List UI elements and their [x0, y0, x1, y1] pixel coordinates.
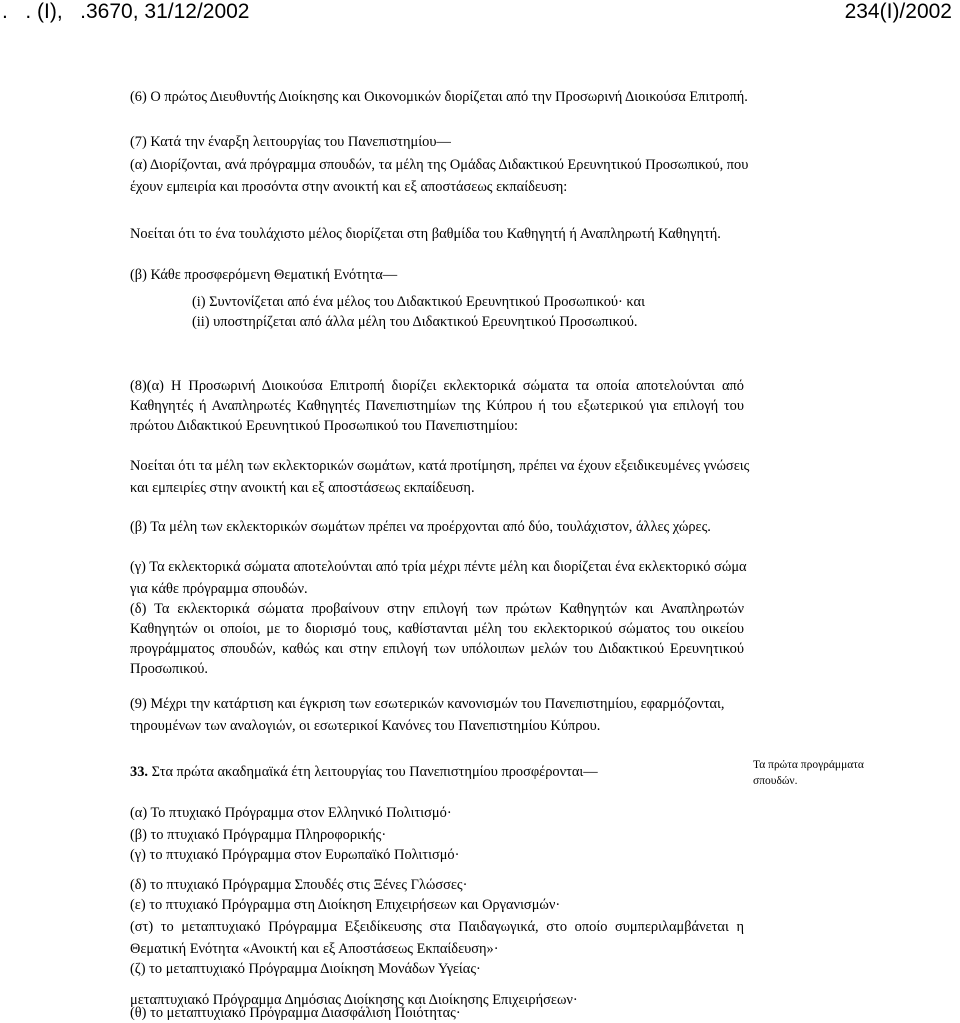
- paragraph-9-line-2: τηρουμένων των αναλογιών, οι εσωτερικοί Κανόνες του Πανεπιστημίου Κύπρου.: [130, 718, 601, 734]
- paragraph-8-proviso-line-2: και εμπειρίες στην ανοικτή και εξ αποστάσεως εκπαίδευση.: [130, 480, 475, 496]
- section-33-item-d: (δ) το πτυχιακό Πρόγραμμα Σπουδές στις Ξένες Γλώσσες·: [130, 877, 468, 893]
- paragraph-7b-item-i: (i) Συντονίζεται από ένα μέλος του Διδακτικού Ερευνητικού Προσωπικού· και: [192, 294, 645, 310]
- section-33-item-a: (α) Το πτυχιακό Πρόγραμμα στον Ελληνικό Πολιτισμό·: [130, 805, 452, 821]
- paragraph-7-proviso: Νοείται ότι το ένα τουλάχιστο μέλος διορίζεται στη βαθμίδα του Καθηγητή ή Αναπληρωτή Καθηγητή.: [130, 226, 721, 242]
- paragraph-8d-line-4: Προσωπικού.: [130, 661, 208, 677]
- section-33-item-c: (γ) το πτυχιακό Πρόγραμμα στον Ευρωπαϊκό Πολιτισμό·: [130, 847, 460, 863]
- paragraph-8a-line-1: (8)(α) Η Προσωρινή Διοικούσα Επιτροπή διορίζει εκλεκτορικά σώματα τα οποία αποτελούνται από: [130, 378, 744, 394]
- section-33-item-e: (ε) το πτυχιακό Πρόγραμμα στη Διοίκηση Επιχειρήσεων και Οργανισμών·: [130, 897, 561, 913]
- paragraph-8c-line-1: (γ) Τα εκλεκτορικά σώματα αποτελούνται από τρία μέχρι πέντε μέλη και διορίζεται ένα εκλεκτορικό σώμα: [130, 559, 747, 575]
- page-header: [0, 0, 960, 30]
- section-33-heading: [130, 763, 598, 781]
- paragraph-8d-line-3: προγράμματος σπουδών, καθώς και στην επιλογή των υπόλοιπων μελών του Διδακτικού Ερευνητικού: [130, 641, 744, 657]
- paragraph-7b-intro: (β) Κάθε προσφερόμενη Θεματική Ενότητα—: [130, 267, 398, 283]
- paragraph-7a-line-1: (α) Διορίζονται, ανά πρόγραμμα σπουδών, τα μέλη της Ομάδας Διδακτικού Ερευνητικού Προσωπικού, που: [130, 157, 749, 173]
- paragraph-8d-line-1: (δ) Τα εκλεκτορικά σώματα προβαίνουν στην επιλογή των πρώτων Καθηγητών και Αναπληρωτών: [130, 601, 744, 617]
- section-33-item-st-line-1: (στ) το μεταπτυχιακό Πρόγραμμα Εξειδίκευσης στα Παιδαγωγικά, στο οποίο συμπεριλαμβάνεται η: [130, 919, 744, 935]
- section-33-intro: Στα πρώτα ακαδημαϊκά έτη λειτουργίας του Πανεπιστημίου προσφέρονται—: [148, 764, 598, 780]
- paragraph-8a-line-3: πρώτου Διδακτικού Ερευνητικού Προσωπικού του Πανεπιστημίου:: [130, 418, 518, 434]
- paragraph-9-line-1: (9) Μέχρι την κατάρτιση και έγκριση των εσωτερικών κανονισμών του Πανεπιστημίου, εφαρμόζονται,: [130, 696, 725, 712]
- header-law-number: 234(Ι)/2002: [844, 0, 952, 23]
- paragraph-7b-item-ii: (ii) υποστηρίζεται από άλλα μέλη του Διδακτικού Ερευνητικού Προσωπικού.: [192, 314, 638, 330]
- section-33-item-z: (ζ) το μεταπτυχιακό Πρόγραμμα Διοίκηση Μονάδων Υγείας·: [130, 961, 481, 977]
- paragraph-8a-line-2: Καθηγητές ή Αναπληρωτές Καθηγητές Πανεπιστημίων της Κύπρου ή του εξωτερικού για επιλογή του: [130, 398, 744, 414]
- paragraph-7a-line-2: έχουν εμπειρία και προσόντα στην ανοικτή και εξ αποστάσεως εκπαίδευση:: [130, 179, 568, 195]
- paragraph-7-intro: (7) Κατά την έναρξη λειτουργίας του Πανεπιστημίου—: [130, 134, 451, 150]
- section-33-item-b: (β) το πτυχιακό Πρόγραμμα Πληροφορικής·: [130, 827, 387, 843]
- header-gazette-reference: . . (Ι), .3670, 31/12/2002: [2, 0, 250, 23]
- paragraph-8b: (β) Τα μέλη των εκλεκτορικών σωμάτων πρέπει να προέρχονται από δύο, τουλάχιστον, άλλες χώρες.: [130, 519, 711, 535]
- paragraph-8c-line-2: για κάθε πρόγραμμα σπουδών.: [130, 581, 308, 597]
- margin-note: Τα πρώτα προγράμματα σπουδών.: [753, 759, 864, 787]
- section-33-number: 33.: [130, 764, 148, 780]
- paragraph-8d-line-2: Καθηγητών οι οποίοι, με το διορισμό τους, καθίστανται μέλη του εκλεκτορικού σώματος του οικείου: [130, 621, 744, 637]
- section-33-item-st-line-2: Θεματική Ενότητα «Ανοικτή και εξ Αποστάσεως Εκπαίδευση»·: [130, 941, 499, 957]
- section-33-item-th: (θ) το μεταπτυχιακό Πρόγραμμα Διασφάλιση Ποιότητας·: [130, 1005, 461, 1021]
- paragraph-8-proviso-line-1: Νοείται ότι τα μέλη των εκλεκτορικών σωμάτων, κατά προτίμηση, πρέπει να έχουν εξειδικευμένες γνώσεις: [130, 458, 750, 474]
- section-33-item-z-continued: μεταπτυχιακό Πρόγραμμα Δημόσιας Διοίκησης και Διοίκησης Επιχειρήσεων·: [130, 992, 578, 1008]
- paragraph-6: (6) Ο πρώτος Διευθυντής Διοίκησης και Οικονομικών διορίζεται από την Προσωρινή Διοικούσα Επιτροπή.: [130, 89, 748, 105]
